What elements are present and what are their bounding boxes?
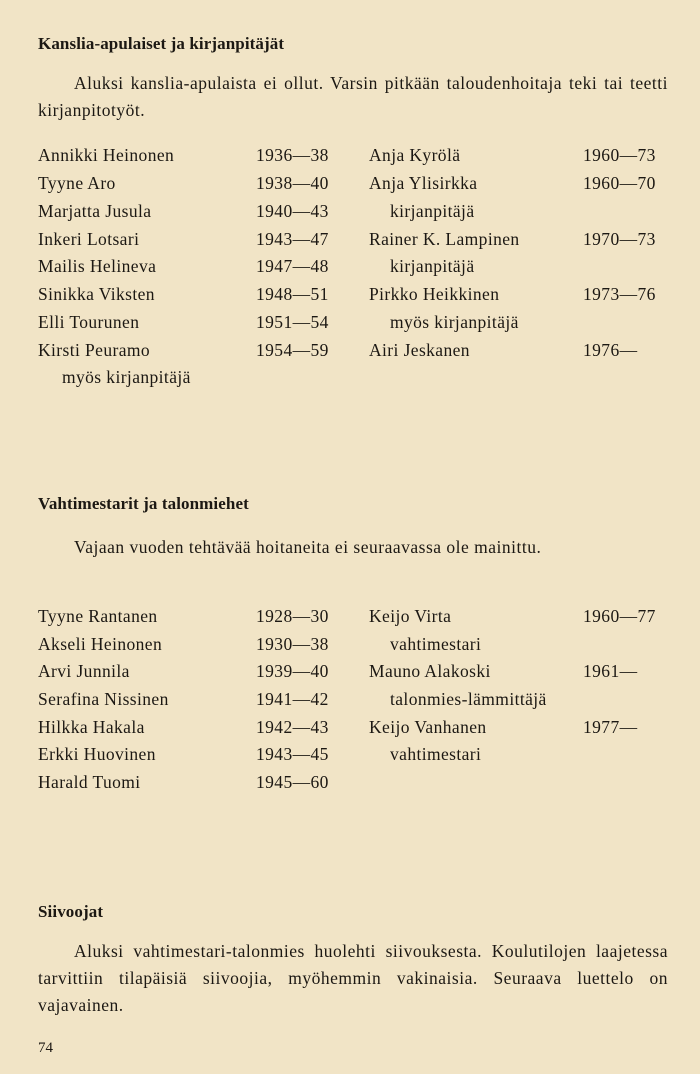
staff-years: 1970—73 [583, 229, 656, 249]
staff-name: Inkeri Lotsari [38, 229, 140, 249]
staff-name: Tyyne Rantanen [38, 606, 158, 626]
staff-years: 1947—48 [256, 256, 329, 276]
staff-role-note: vahtimestari [390, 744, 482, 764]
staff-name: Airi Jeskanen [369, 340, 470, 360]
staff-years: 1973—76 [583, 284, 656, 304]
staff-name: Anja Kyrölä [369, 145, 461, 165]
staff-name: Annikki Heinonen [38, 145, 175, 165]
staff-years: 1939—40 [256, 661, 329, 681]
staff-years: 1943—47 [256, 229, 329, 249]
staff-years: 1960—70 [583, 173, 656, 193]
section-intro-cleaners: Aluksi vahtimestari-talonmies huolehti siivouksesta. Koulutilojen laajetessa tarvittiin tilapäisiä siivoojia, myöhemmin vakinaisia. Seuraava luettelo on vajavainen. [38, 941, 668, 1015]
staff-name: Hilkka Hakala [38, 717, 145, 737]
staff-years: 1954—59 [256, 340, 329, 360]
staff-years: 1936—38 [256, 145, 329, 165]
staff-years: 1961— [583, 661, 638, 681]
staff-name: Rainer K. Lampinen [369, 229, 520, 249]
staff-years: 1930—38 [256, 634, 329, 654]
staff-name: Mailis Helineva [38, 256, 157, 276]
staff-years: 1960—77 [583, 606, 656, 626]
staff-years: 1945—60 [256, 772, 329, 792]
staff-years: 1951—54 [256, 312, 329, 332]
staff-years: 1977— [583, 717, 638, 737]
staff-name: Elli Tourunen [38, 312, 140, 332]
staff-name: Keijo Virta [369, 606, 452, 626]
staff-role-note: myös kirjanpitäjä [62, 367, 191, 387]
staff-name: Marjatta Jusula [38, 201, 152, 221]
staff-name: Pirkko Heikkinen [369, 284, 500, 304]
staff-name: Harald Tuomi [38, 772, 141, 792]
staff-name: Akseli Heinonen [38, 634, 163, 654]
staff-name: Serafina Nissinen [38, 689, 169, 709]
staff-name: Anja Ylisirkka [369, 173, 478, 193]
staff-role-note: kirjanpitäjä [390, 256, 475, 276]
staff-name: Erkki Huovinen [38, 744, 156, 764]
section-heading-office-staff: Kanslia-apulaiset ja kirjanpitäjät [38, 34, 285, 53]
staff-name: Sinikka Viksten [38, 284, 155, 304]
staff-name: Tyyne Aro [38, 173, 116, 193]
staff-years: 1942—43 [256, 717, 329, 737]
section-heading-cleaners: Siivoojat [38, 902, 104, 921]
staff-years: 1938—40 [256, 173, 329, 193]
staff-name: Mauno Alakoski [369, 661, 491, 681]
staff-name: Keijo Vanhanen [369, 717, 487, 737]
staff-name: Arvi Junnila [38, 661, 130, 681]
staff-role-note: kirjanpitäjä [390, 201, 475, 221]
staff-years: 1976— [583, 340, 638, 360]
staff-role-note: talonmies-lämmittäjä [390, 689, 547, 709]
section-heading-caretakers: Vahtimestarit ja talonmiehet [38, 494, 249, 513]
section-intro-caretakers: Vajaan vuoden tehtävää hoitaneita ei seuraavassa ole mainittu. [74, 537, 542, 557]
staff-years: 1940—43 [256, 201, 329, 221]
staff-role-note: vahtimestari [390, 634, 482, 654]
staff-name: Kirsti Peuramo [38, 340, 151, 360]
staff-years: 1941—42 [256, 689, 329, 709]
staff-years: 1960—73 [583, 145, 656, 165]
page-number: 74 [38, 1040, 53, 1056]
section-intro-office-staff: Aluksi kanslia-apulaista ei ollut. Varsin pitkään taloudenhoitaja teki tai teetti kirjanpitotyöt. [38, 73, 668, 120]
staff-years: 1948—51 [256, 284, 329, 304]
staff-role-note: myös kirjanpitäjä [390, 312, 519, 332]
staff-years: 1943—45 [256, 744, 329, 764]
staff-years: 1928—30 [256, 606, 329, 626]
